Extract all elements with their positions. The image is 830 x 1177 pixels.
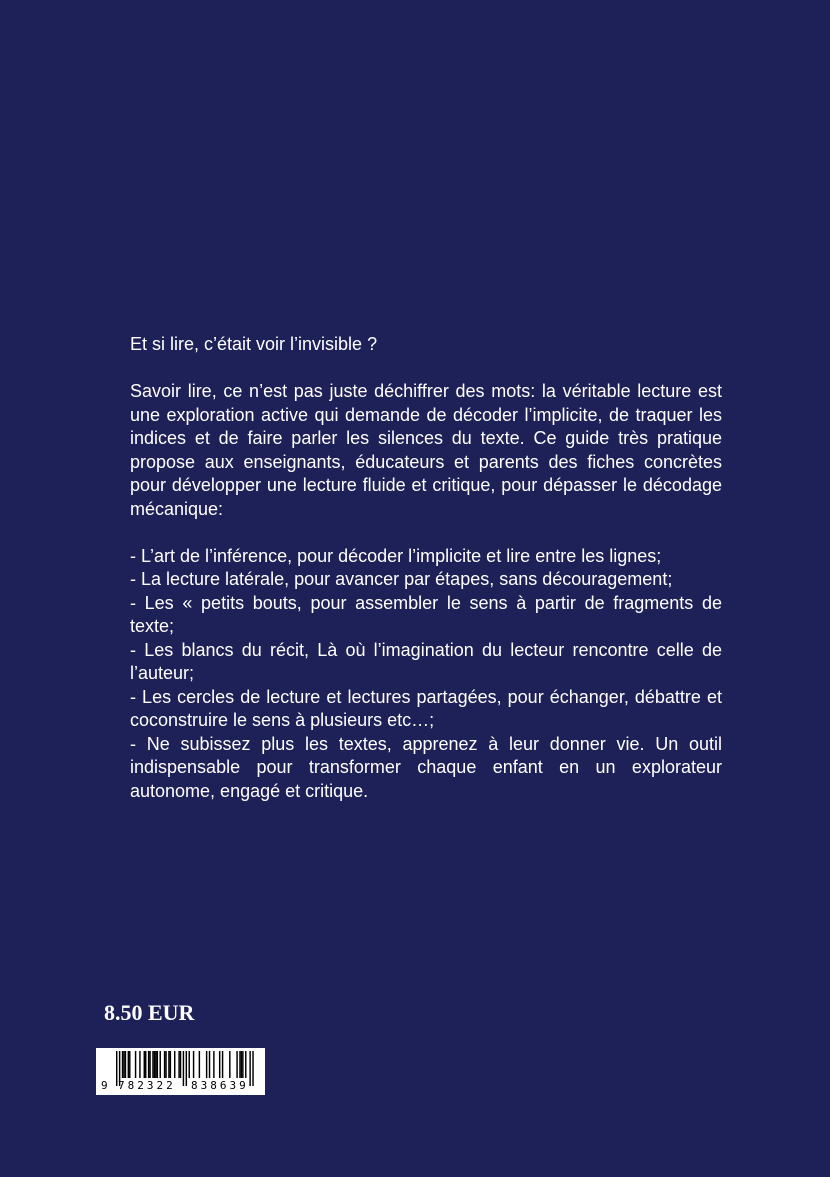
barcode-bar <box>164 1051 165 1078</box>
barcode-bar <box>155 1051 156 1078</box>
barcode-bar <box>149 1051 150 1078</box>
barcode-bar <box>128 1051 129 1078</box>
isbn-barcode <box>96 1048 265 1095</box>
barcode-bar <box>170 1051 171 1078</box>
barcode-bar <box>129 1051 130 1078</box>
barcode-bar <box>206 1051 207 1078</box>
barcode-bar <box>165 1051 166 1078</box>
barcode-bar <box>123 1051 124 1078</box>
bullet-item: - Les blancs du récit, Là où l’imagination du lecteur rencontre celle de l’auteur; <box>130 639 722 683</box>
barcode-lead-digit: 9 <box>101 1079 108 1092</box>
barcode-bar <box>168 1051 169 1078</box>
barcode-bar <box>239 1051 240 1078</box>
price-label: 8.50 EUR <box>104 1000 195 1025</box>
barcode-bar <box>154 1051 155 1078</box>
barcode-bar <box>219 1051 220 1078</box>
barcode-left-group: 782322 <box>118 1079 176 1092</box>
barcode-bar <box>209 1051 210 1078</box>
barcode-bar <box>160 1051 161 1078</box>
blurb-text <box>130 333 722 803</box>
barcode-bar <box>174 1051 175 1078</box>
barcode-right-group: 838639 <box>191 1079 249 1092</box>
barcode-bar <box>189 1051 190 1078</box>
bullet-item: - Les « petits bouts, pour assembler le sens à partir de fragments de texte; <box>130 592 722 636</box>
barcode-bar <box>122 1051 123 1078</box>
barcode-bar <box>241 1051 242 1078</box>
bullet-item: - L’art de l’inférence, pour décoder l’implicite et lire entre les lignes; <box>130 545 662 566</box>
barcode-bar <box>242 1051 243 1078</box>
intro-paragraph: Savoir lire, ce n’est pas juste déchiffrer des mots: la véritable lecture est une exploration active qui demande de décoder l’implicite, de traquer les indices et de faire parler les silences du texte. Ce guide très pratique propose aux enseignants, éducateurs et parents des fiches concrètes pour développer une lecture fluide et critique, pour dépasser le décodage mécanique: <box>130 381 722 519</box>
barcode-bar <box>148 1051 149 1078</box>
barcode-bar <box>199 1051 200 1078</box>
barcode-bar <box>157 1051 158 1078</box>
barcode-bar <box>245 1051 246 1078</box>
bullet-item: - Les cercles de lecture et lectures partagées, pour échanger, débattre et coconstruire le sens à plusieurs etc…; <box>130 686 722 730</box>
bullet-item: - Ne subissez plus les textes, apprenez à leur donner vie. Un outil indispensable pour transformer chaque enfant en un explorateur autonome, engagé et critique. <box>130 733 722 801</box>
barcode-bar <box>213 1051 214 1078</box>
bullet-item: - La lecture latérale, pour avancer par étapes, sans découragement; <box>130 569 673 589</box>
barcode-bar <box>152 1051 153 1078</box>
barcode-bar <box>125 1051 126 1078</box>
barcode-bar <box>144 1051 145 1078</box>
barcode-bar <box>180 1051 181 1078</box>
barcode-bar <box>229 1051 230 1078</box>
tagline: Et si lire, c’était voir l’invisible ? <box>130 334 378 354</box>
barcode-bar <box>135 1051 136 1078</box>
barcode-digits <box>96 1079 265 1093</box>
barcode-bar <box>222 1051 223 1078</box>
barcode-bar <box>145 1051 146 1078</box>
barcode-bar <box>139 1051 140 1078</box>
barcode-bar <box>178 1051 179 1078</box>
barcode-bar <box>236 1051 237 1078</box>
barcode-bar <box>193 1051 194 1078</box>
